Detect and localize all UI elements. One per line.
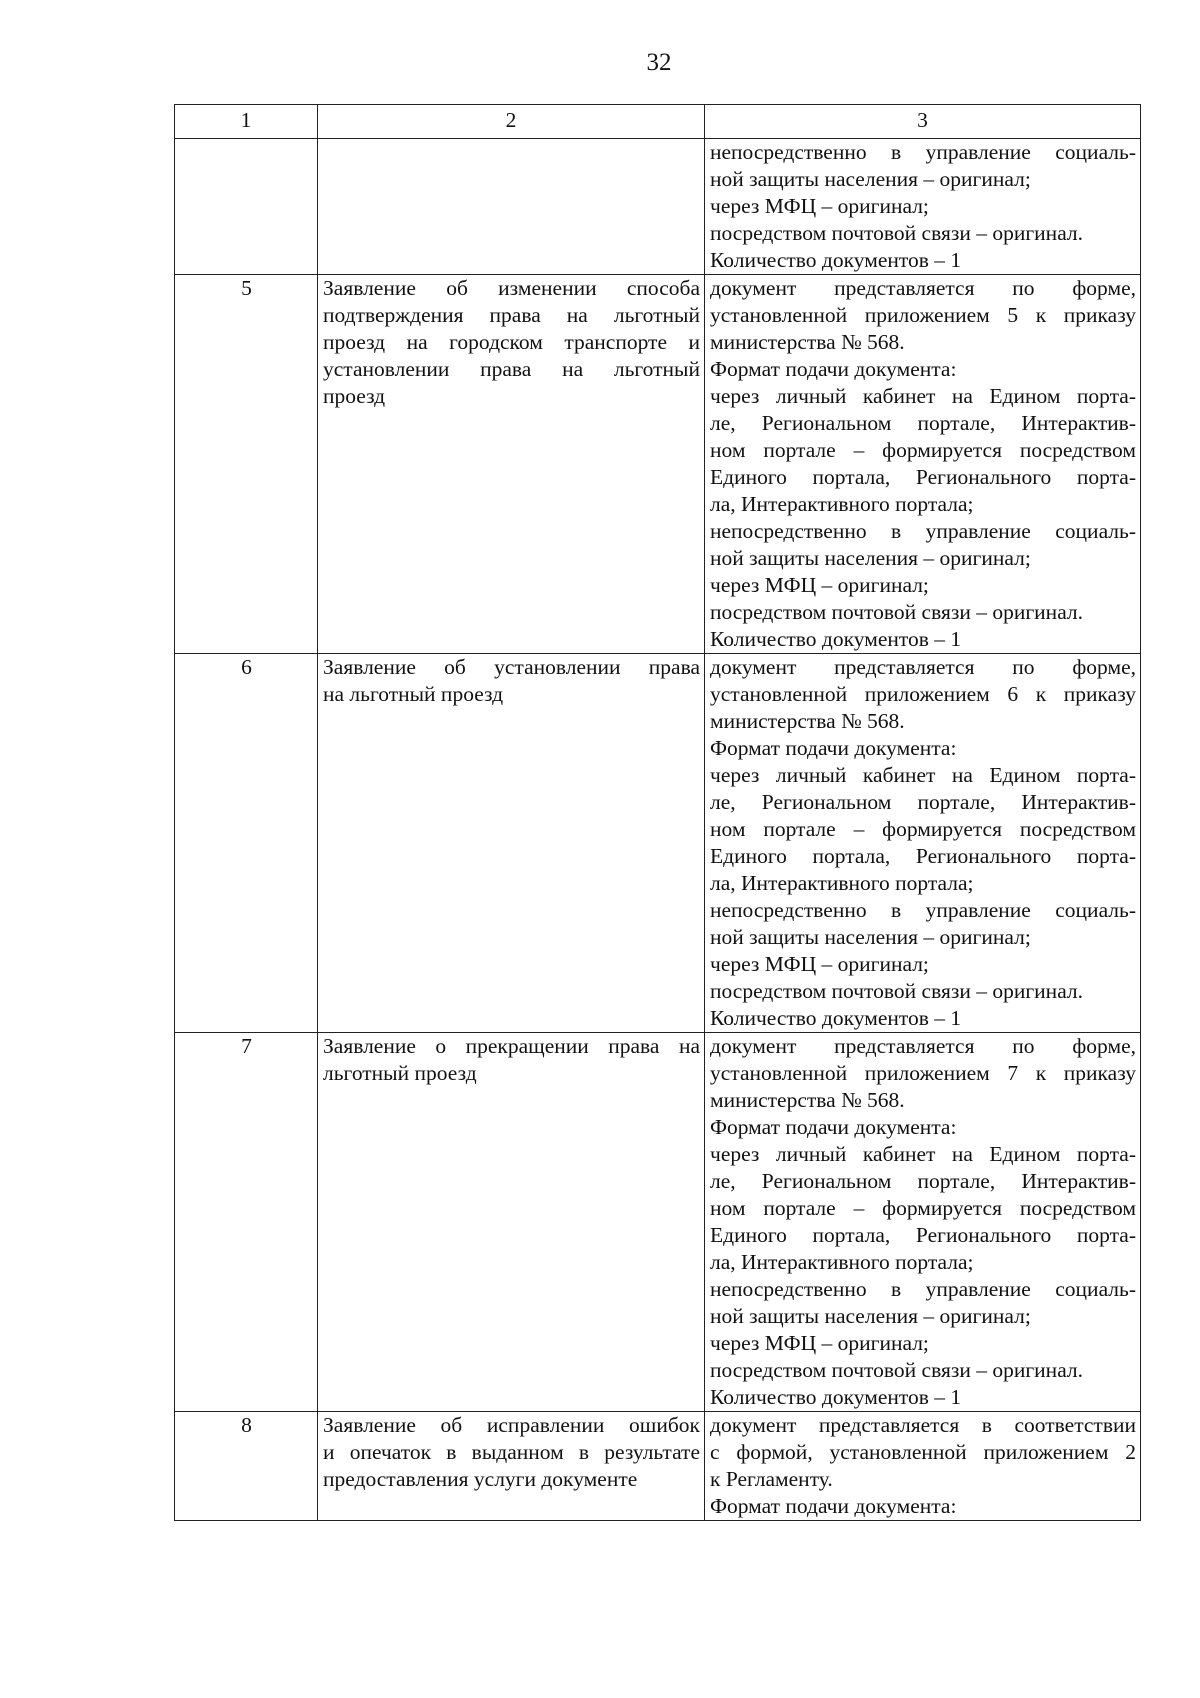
document-description-line: установленной приложением 7 к приказу — [710, 1061, 1136, 1085]
table-row — [175, 139, 1141, 275]
document-description-line: ле, Региональном портале, Интерактив- — [710, 1169, 1136, 1193]
document-description — [705, 1033, 1141, 1412]
document-description-line: через МФЦ – оригинал; — [710, 1331, 929, 1355]
document-description-line: через личный кабинет на Едином порта- — [710, 1142, 1136, 1166]
document-description-line: через МФЦ – оригинал; — [710, 952, 929, 976]
document-name-line: установлении права на льготный — [323, 357, 700, 381]
document-description-line: непосредственно в управление социаль- — [710, 1277, 1136, 1301]
document-name — [318, 275, 705, 654]
document-name-line: подтверждения права на льготный — [323, 303, 700, 327]
row-number: 7 — [175, 1033, 318, 1412]
document-description-line: ном портале – формируется посредством — [710, 817, 1136, 841]
document-name-line: на льготный проезд — [323, 682, 504, 706]
document-name-line: Заявление об изменении способа — [323, 276, 700, 300]
document-description-line: ла, Интерактивного портала; — [710, 871, 974, 895]
document-name-line: и опечаток в выданном в результате — [323, 1440, 700, 1464]
document-name-line: Заявление об исправлении ошибок — [323, 1413, 700, 1437]
document-description-line: Формат подачи документа: — [710, 357, 957, 381]
column-header-3: 3 — [705, 105, 1141, 139]
document-description-line: ной защиты населения – оригинал; — [710, 546, 1031, 570]
document-description-line: непосредственно в управление социаль- — [710, 898, 1136, 922]
document-name-line: льготный проезд — [323, 1061, 477, 1085]
document-name — [318, 1412, 705, 1521]
document-name-line: Заявление о прекращении права на — [323, 1034, 700, 1058]
document-description-line: через личный кабинет на Едином порта- — [710, 763, 1136, 787]
document-description-line: документ представляется по форме, — [710, 1034, 1136, 1058]
page-number: 32 — [646, 49, 672, 76]
table-row — [175, 1033, 1141, 1412]
documents-table — [174, 104, 1141, 1521]
document-name-line: предоставления услуги документе — [323, 1467, 638, 1491]
document-description-line: непосредственно в управление социаль- — [710, 140, 1136, 164]
document-description-line: министерства № 568. — [710, 1088, 905, 1112]
document-description-line: ной защиты населения – оригинал; — [710, 167, 1031, 191]
column-header-1: 1 — [175, 105, 318, 139]
document-description-line: министерства № 568. — [710, 330, 905, 354]
row-number: 5 — [175, 275, 318, 654]
document-description — [705, 275, 1141, 654]
row-number — [175, 139, 318, 275]
document-description-line: установленной приложением 6 к приказу — [710, 682, 1136, 706]
document-description — [705, 139, 1141, 275]
document-description-line: Формат подачи документа: — [710, 736, 957, 760]
document-name-line: проезд — [323, 384, 386, 408]
document-description-line: ла, Интерактивного портала; — [710, 1250, 974, 1274]
table-body — [175, 139, 1141, 1521]
document-description-line: ном портале – формируется посредством — [710, 1196, 1136, 1220]
document-description-line: Формат подачи документа: — [710, 1494, 957, 1518]
document-description-line: Количество документов – 1 — [710, 248, 962, 272]
column-header-2: 2 — [318, 105, 705, 139]
document-name-line: проезд на городском транспорте и — [323, 330, 700, 354]
document-description-line: к Регламенту. — [710, 1467, 833, 1491]
document-name-line: Заявление об установлении права — [323, 655, 700, 679]
document-description-line: непосредственно в управление социаль- — [710, 519, 1136, 543]
document-description — [705, 654, 1141, 1033]
document-description-line: министерства № 568. — [710, 709, 905, 733]
table-row — [175, 1412, 1141, 1521]
document-description-line: с формой, установленной приложением 2 — [710, 1440, 1136, 1464]
document-description-line: Количество документов – 1 — [710, 1006, 962, 1030]
document-name — [318, 654, 705, 1033]
document-description-line: ле, Региональном портале, Интерактив- — [710, 790, 1136, 814]
table-header-row — [175, 105, 1141, 139]
table-row — [175, 275, 1141, 654]
document-description-line: Единого портала, Регионального порта- — [710, 844, 1136, 868]
document-description-line: документ представляется в соответствии — [710, 1413, 1136, 1437]
document-name — [318, 139, 705, 275]
document-description-line: документ представляется по форме, — [710, 655, 1136, 679]
document-description-line: через личный кабинет на Едином порта- — [710, 384, 1136, 408]
document-description-line: Формат подачи документа: — [710, 1115, 957, 1139]
document-description-line: документ представляется по форме, — [710, 276, 1136, 300]
document-description-line: Единого портала, Регионального порта- — [710, 465, 1136, 489]
document-description-line: посредством почтовой связи – оригинал. — [710, 600, 1084, 624]
row-number: 6 — [175, 654, 318, 1033]
row-number: 8 — [175, 1412, 318, 1521]
document-description-line: через МФЦ – оригинал; — [710, 573, 929, 597]
document-description-line: ле, Региональном портале, Интерактив- — [710, 411, 1136, 435]
table-row — [175, 654, 1141, 1033]
document-description-line: посредством почтовой связи – оригинал. — [710, 1358, 1084, 1382]
document-description-line: Единого портала, Регионального порта- — [710, 1223, 1136, 1247]
document-description-line: посредством почтовой связи – оригинал. — [710, 221, 1084, 245]
document-description-line: Количество документов – 1 — [710, 627, 962, 651]
document-description-line: через МФЦ – оригинал; — [710, 194, 929, 218]
document-description-line: ной защиты населения – оригинал; — [710, 1304, 1031, 1328]
document-description-line: ном портале – формируется посредством — [710, 438, 1136, 462]
document-description — [705, 1412, 1141, 1521]
document-description-line: ной защиты населения – оригинал; — [710, 925, 1031, 949]
document-description-line: ла, Интерактивного портала; — [710, 492, 974, 516]
document-description-line: Количество документов – 1 — [710, 1385, 962, 1409]
document-description-line: посредством почтовой связи – оригинал. — [710, 979, 1084, 1003]
document-name — [318, 1033, 705, 1412]
document-description-line: установленной приложением 5 к приказу — [710, 303, 1136, 327]
